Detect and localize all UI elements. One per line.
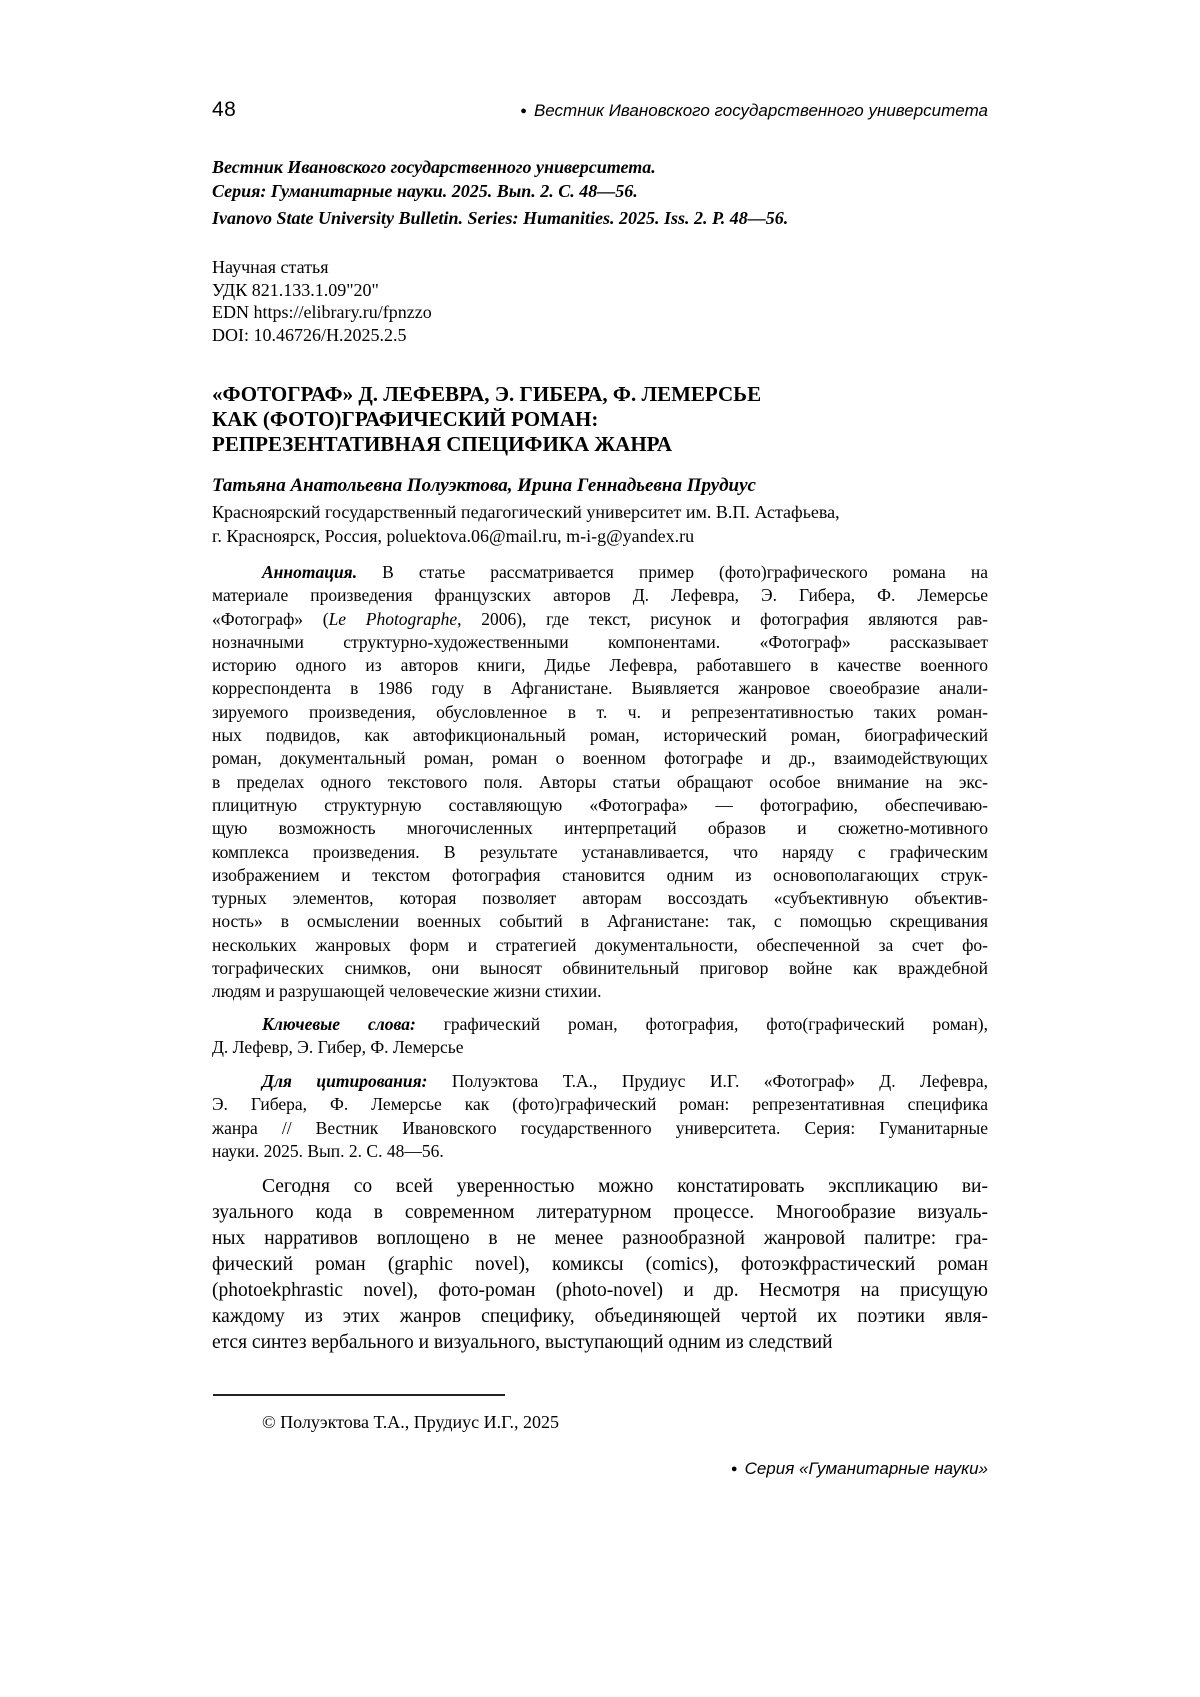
footer-series-text: Серия «Гуманитарные науки» — [744, 1459, 988, 1478]
article-type: Научная статья — [212, 257, 329, 277]
keywords: Ключевые слова: графический роман, фотография, фото(графический роман), Д. Лефевр, Э. Гибер, Ф. Лемерсье — [212, 1014, 988, 1058]
affiliation: Красноярский государственный педагогический университет им. В.П. Астафьева, г. Красноярск, Россия, poluektova.06@mail.ru, m-i-g@yandex.ru — [212, 502, 840, 546]
paragraph-lead: Ключевые слова: — [262, 1014, 416, 1034]
citation-note: Для цитирования: Полуэктова Т.А., Прудиус И.Г. «Фотограф» Д. Лефевра, Э. Гибера, Ф. Лемерсье как (фото)графический роман: репрезентативная специфика жанра // Вестник Ивановского государственного университета. Серия: Гуманитарные науки. 2025. Вып. 2. С. 48—56. — [212, 1071, 989, 1161]
page-number: 48 — [212, 98, 237, 121]
article-meta — [212, 256, 988, 346]
copyright-note: © Полуэктова Т.А., Прудиус И.Г., 2025 — [262, 1412, 560, 1432]
article-title: «ФОТОГРАФ» Д. ЛЕФЕВРА, Э. ГИБЕРА, Ф. ЛЕМЕРСЬЕ КАК (ФОТО)ГРАФИЧЕСКИЙ РОМАН: РЕПРЕЗЕНТАТИВНАЯ СПЕЦИФИКА ЖАНРА — [212, 382, 762, 456]
udc-code: УДК 821.133.1.09"20" — [212, 279, 379, 300]
page-footer — [212, 1459, 988, 1479]
journal-citation-en: Ivanovo State University Bulletin. Series: Humanities. 2025. Iss. 2. P. 48—56. — [212, 208, 789, 228]
article-body-paragraph: Сегодня со всей уверенностью можно констатировать экспликацию ви- зуального кода в современном литературном процессе. Многообразие визуаль- ных нарративов воплощено в не менее разнообразной жанровой палитре: гра- фический роман (graphic novel), комиксы (comics), фотоэкфрастический роман (photoekphrastic novel), фото-роман (photo-novel) и др. Несмотря на присущую каждому из этих жанров специфику, объединяющей чертой их поэтики явля- ется синтез вербального и визуального, выступающий одним из следствий — [212, 1176, 988, 1353]
bullet-icon: ● — [520, 105, 527, 117]
bullet-icon: ● — [730, 1463, 738, 1475]
authors: Татьяна Анатольевна Полуэктова, Ирина Геннадьевна Прудиус — [212, 475, 756, 496]
doi-link: DOI: 10.46726/H.2025.2.5 — [212, 324, 407, 345]
running-title-text: Вестник Ивановского государственного университета — [533, 101, 988, 120]
paragraph-lead: Аннотация. — [262, 562, 358, 582]
footer-series — [731, 1459, 988, 1478]
edn-link: EDN https://elibrary.ru/fpnzzo — [212, 302, 432, 322]
abstract: Аннотация. В статье рассматривается пример (фото)графического романа на материале произведения французских авторов Д. Лефевра, Э. Гибера, Ф. Лемерсье «Фотограф» (Le Photographe, 2006), где текст, рисунок и фотография являются рав- нозначными структурно-художественными компонентами. «Фотограф» рассказывает историю одного из авторов книги, Дидье Лефевра, работавшего в качестве военного корреспондента в 1986 году в Афганистане. Выявляется жанровое своеобразие анали- зируемого произведения, обусловленное в т. ч. и репрезентативностью таких роман- ных подвидов, как автофикциональный роман, исторический роман, биографический роман, документальный роман, роман о военном фотографе и др., взаимодействующих в пределах одного текстового поля. Авторы статьи обращают особое внимание на экс- плицитную структурную составляющую «Фотографа» — фотографию, обеспечиваю- щую возможность многочисленных интерпретаций образов и сюжетно-мотивного комплекса произведения. В результате устанавливается, что наряду с графическим изображением и текстом фотография становится одним из основополагающих струк- турных элементов, которая позволяет авторам воссоздать «субъективную объектив- ность» в осмыслении военных событий в Афганистане: так, с помощью скрещивания нескольких жанровых форм и стратегией документальности, обеспеченной за счет фо- тографических снимков, они выносят обвинительный приговор войне как враждебной людям и разрушающей человеческие жизни стихии. — [212, 562, 988, 1002]
running-title — [520, 101, 988, 121]
paragraph-lead: Для цитирования: — [262, 1071, 428, 1091]
footnote-rule — [213, 1394, 505, 1396]
page-header — [212, 98, 988, 122]
journal-citation-ru: Вестник Ивановского государственного университета. Серия: Гуманитарные науки. 2025. Вып. 2. С. 48—56. — [212, 157, 656, 201]
